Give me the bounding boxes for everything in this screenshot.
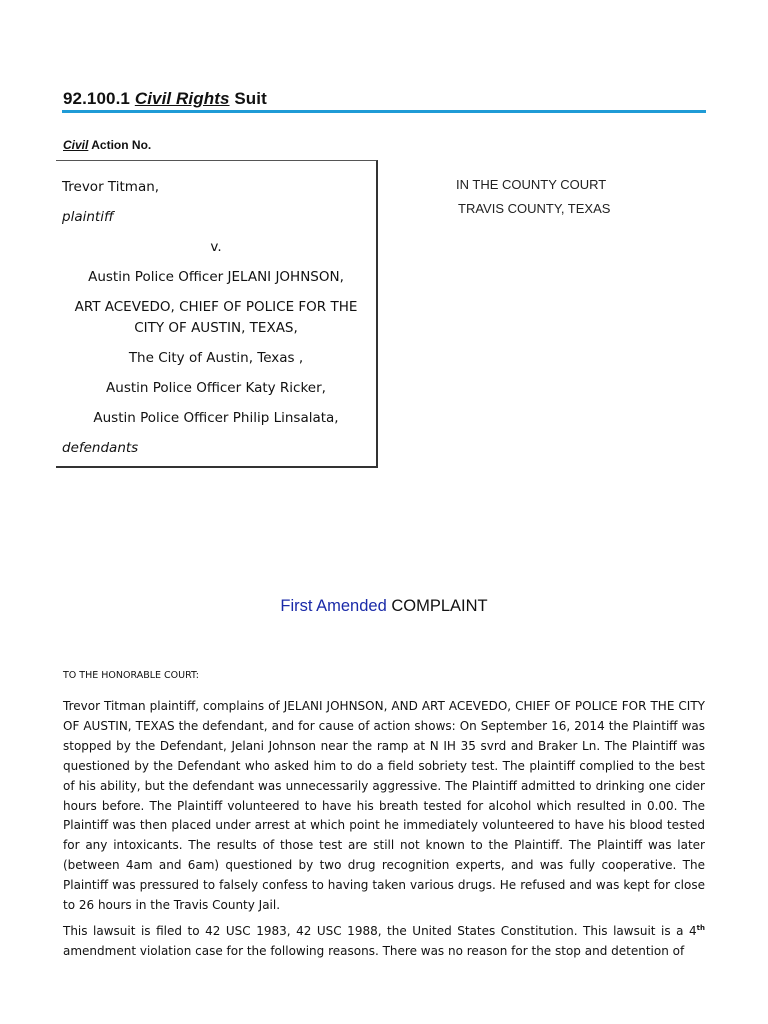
defendant-city: The City of Austin, Texas , bbox=[128, 350, 304, 366]
paragraph-legal-basis-end: amendment violation case for the following reasons. There was no reason for the stop and detention of bbox=[63, 943, 685, 958]
heading-divider bbox=[62, 110, 706, 113]
defendants-label: defendants bbox=[62, 440, 139, 456]
salutation: TO THE HONORABLE COURT: bbox=[63, 670, 199, 681]
ordinal-suffix: th bbox=[696, 924, 705, 932]
paragraph-legal-basis bbox=[63, 919, 705, 962]
versus: v. bbox=[210, 239, 222, 255]
court-name: IN THE COUNTY COURT bbox=[456, 177, 607, 192]
civil-action-italic: Civil bbox=[63, 138, 89, 152]
document-heading bbox=[63, 89, 267, 109]
case-caption-box bbox=[56, 160, 378, 468]
defendant-johnson: Austin Police Officer JELANI JOHNSON, bbox=[88, 269, 344, 285]
defendant-acevedo-line1: ART ACEVEDO, CHIEF OF POLICE FOR THE bbox=[74, 299, 358, 315]
section-number: 92.100.1 bbox=[63, 89, 130, 108]
court-county: TRAVIS COUNTY, TEXAS bbox=[458, 201, 611, 216]
plaintiff-label: plaintiff bbox=[62, 209, 114, 225]
complaint-title-amended: First Amended bbox=[280, 597, 387, 615]
civil-action-number bbox=[63, 138, 151, 152]
complaint-title-word: COMPLAINT bbox=[391, 597, 488, 615]
paragraph-facts: Trevor Titman plaintiff, complains of JELANI JOHNSON, AND ART ACEVEDO, CHIEF OF POLICE FOR THE CITY OF AUSTIN, TEXAS the defendant, and for cause of action shows: On September 16, 2014 the Plaintiff was stopped by the Defendant, Jelani Johnson near the ramp at N IH 35 svrd and Braker Ln. The Plaintiff was questioned by the Defendant who asked him to do a field sobriety test. The plaintiff complied to the best of his ability, but the defendant was unnecessarily aggressive. The Plaintiff admitted to drinking one cider hours before. The Plaintiff volunteered to have his breath tested for alcohol which resulted in 0.00. The Plaintiff was then placed under arrest at which point he immediately volunteered to have his blood tested for any intoxicants. The results of those test are still not known to the Plaintiff. The Plaintiff was later (between 4am and 6am) questioned by two drug recognition experts, and was fully cooperative. The Plaintiff was pressured to falsely confess to having taken various drugs. He refused and was kept for close to 26 hours in the Travis County Jail. bbox=[63, 699, 705, 913]
heading-suffix: Suit bbox=[234, 89, 267, 108]
paragraph-legal-basis-start: This lawsuit is filed to 42 USC 1983, 42 USC 1988, the United States Constitution. This lawsuit is a 4 bbox=[63, 924, 697, 938]
defendant-acevedo-line2: CITY OF AUSTIN, TEXAS, bbox=[134, 320, 298, 336]
heading-italic-term: Civil Rights bbox=[134, 89, 230, 108]
civil-action-label: Action No. bbox=[91, 138, 152, 152]
complaint-title bbox=[0, 597, 768, 616]
defendant-linsalata: Austin Police Officer Philip Linsalata, bbox=[93, 410, 339, 426]
defendant-ricker: Austin Police Officer Katy Ricker, bbox=[106, 380, 326, 396]
plaintiff-name: Trevor Titman, bbox=[62, 179, 160, 195]
